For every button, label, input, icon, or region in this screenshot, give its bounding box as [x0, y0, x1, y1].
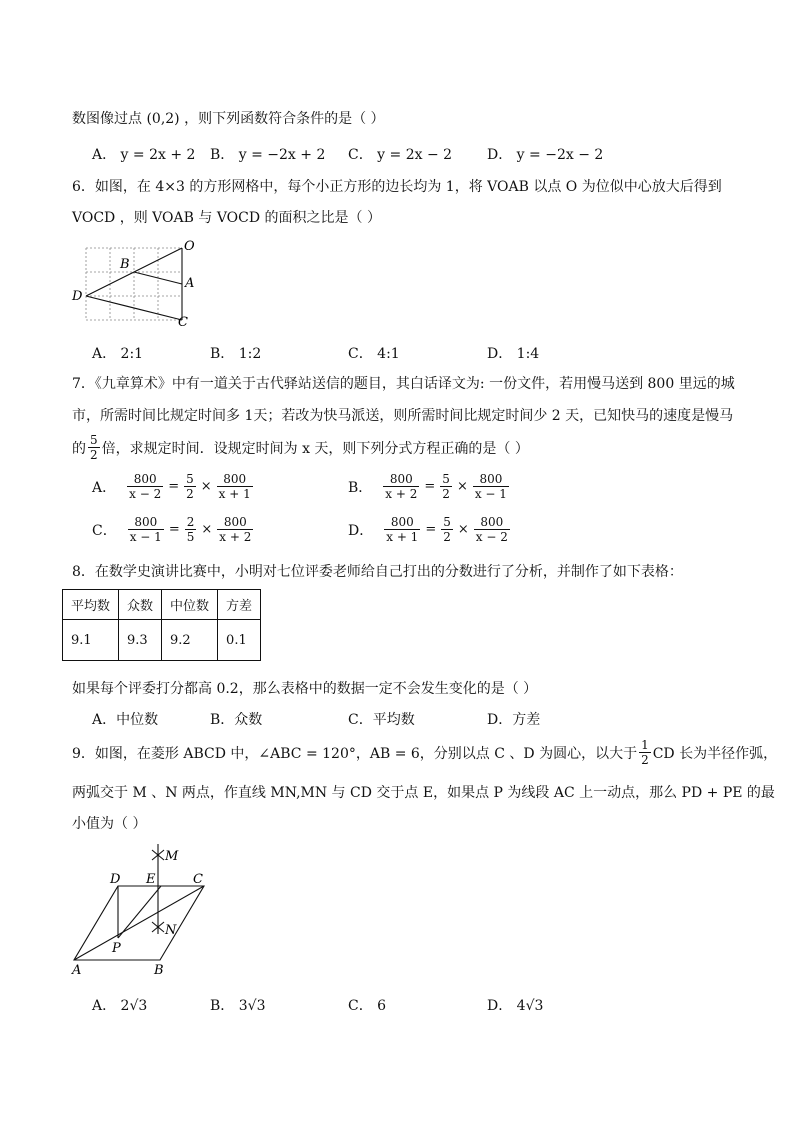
q6-stem-line1: 6．如图，在 4×3 的方形网格中，每个小正方形的边长均为 1，将 VOAB 以点 O 为位似中心放大后得到	[72, 179, 722, 195]
q9-figure-lines	[74, 844, 204, 960]
q7-stem-line1: 7．《九章算术》中有一道关于古代驿站送信的题目，其白话译文为: 一份文件，若用慢马送到 800 里远的城	[72, 376, 735, 392]
q7-option-b-label: B．	[348, 479, 373, 496]
q8-stem: 8．在数学史演讲比赛中，小明对七位评委老师给自己打出的分数进行了分析，并制作了如下表格：	[72, 564, 683, 580]
q7-line3-frac-num: 5	[90, 433, 98, 447]
q7-b-left-frac: $\frac{800}{x + 2}$	[385, 472, 418, 501]
q9-line1-fraction	[639, 738, 651, 767]
q6-label-o: O	[184, 239, 195, 254]
q8-header-mode: 众数	[119, 590, 162, 620]
q7-option-a[interactable]	[92, 472, 255, 501]
q6-option-a[interactable]: A． 2:1	[92, 346, 144, 362]
q5-option-c[interactable]: C． y = 2x − 2	[348, 147, 453, 163]
q6-label-b: B	[120, 257, 130, 272]
q7-d-times: ×	[457, 522, 469, 537]
q7-line3-suffix: 倍，求规定时间．设规定时间为 x 天，则下列分式方程正确的是（ ）	[101, 440, 529, 457]
q9-option-d[interactable]: D． 4√3	[487, 998, 544, 1014]
q7-c-right-frac: $\frac{800}{x + 2}$	[219, 515, 252, 544]
q7-d-equals: =	[425, 522, 437, 537]
q7-b-equals: =	[424, 479, 436, 494]
q5-option-d[interactable]: D． y = −2x − 2	[487, 147, 604, 163]
q6-option-b[interactable]: B． 1:2	[210, 346, 262, 362]
q5-stem: 数图像过点 (0,2) ，则下列函数符合条件的是（ ）	[72, 111, 385, 127]
q7-option-b[interactable]	[348, 472, 511, 501]
q7-b-right-frac: $\frac{800}{x - 1}$	[474, 472, 507, 501]
q8-value-variance: 0.1	[218, 620, 261, 661]
q7-d-left-frac: $\frac{800}{x + 1}$	[386, 515, 419, 544]
q9-line1-a: 9．如图，在菱形 ABCD 中，∠ABC = 120°，AB = 6，分别以点 C 、D 为圆心，以大于	[72, 745, 638, 762]
q9-stem-line2: 两弧交于 M 、N 两点，作直线 MN,MN 与 CD 交于点 E，如果点 P 为线段 AC 上一动点，那么 PD + PE 的最	[72, 785, 775, 801]
q6-stem-line2: VOCD ，则 VOAB 与 VOCD 的面积之比是（ ）	[72, 210, 381, 226]
q9-label-a: A	[72, 963, 82, 978]
q9-label-m: M	[165, 849, 179, 864]
q8-table-values-row	[63, 620, 261, 661]
q7-option-d[interactable]	[348, 515, 512, 544]
q8-value-mean: 9.1	[63, 620, 119, 661]
q8-option-a[interactable]: A．中位数	[92, 712, 159, 728]
q7-option-c-label: C．	[92, 522, 117, 539]
q9-option-c[interactable]: C． 6	[348, 998, 387, 1014]
q7-stem-line2: 市，所需时间比规定时间多 1天；若改为快马派送，则所需时间比规定时间少 2 天，已知快马的速度是慢马	[72, 408, 734, 424]
q9-label-n: N	[165, 923, 177, 938]
q7-line3-fraction	[88, 433, 100, 462]
q9-line1-b: CD 长为半径作弧，	[652, 745, 778, 762]
q9-line1-frac-den: 2	[641, 753, 649, 767]
q8-stats-table	[62, 589, 261, 661]
q6-label-c: C	[178, 315, 188, 328]
q9-label-e: E	[146, 872, 156, 887]
q6-grid-figure	[66, 238, 202, 328]
q7-c-times: ×	[201, 522, 213, 537]
q7-d-coef-frac: $\frac{5}{2}$	[443, 515, 451, 544]
q6-label-d: D	[72, 289, 83, 304]
q9-label-c: C	[193, 872, 203, 887]
q7-d-right-frac: $\frac{800}{x - 2}$	[475, 515, 508, 544]
q7-a-coef-frac: $\frac{5}{2}$	[186, 472, 194, 501]
q8-option-d[interactable]: D．方差	[487, 712, 541, 728]
q9-rhombus-figure	[62, 838, 222, 978]
q7-a-right-frac: $\frac{800}{x + 1}$	[218, 472, 251, 501]
q8-header-mean: 平均数	[63, 590, 119, 620]
q7-line3-prefix: 的	[72, 440, 86, 457]
q7-option-a-label: A．	[92, 479, 117, 496]
q8-header-variance: 方差	[218, 590, 261, 620]
q8-value-mode: 9.3	[119, 620, 162, 661]
q7-a-times: ×	[200, 479, 212, 494]
q9-stem-line1	[72, 738, 777, 767]
q5-option-a[interactable]: A． y = 2x + 2	[92, 147, 196, 163]
q9-option-a[interactable]: A． 2√3	[92, 998, 148, 1014]
q6-grid	[86, 248, 182, 320]
q8-value-median: 9.2	[162, 620, 218, 661]
q7-a-left-frac: $\frac{800}{x - 2}$	[129, 472, 162, 501]
q9-option-b[interactable]: B． 3√3	[210, 998, 266, 1014]
q9-label-d: D	[110, 872, 121, 887]
q7-b-coef-frac: $\frac{5}{2}$	[442, 472, 450, 501]
q7-line3-frac-den: 2	[90, 448, 98, 462]
q7-a-equals: =	[168, 479, 180, 494]
q8-option-b[interactable]: B．众数	[210, 712, 263, 728]
q8-question: 如果每个评委打分都高 0.2，那么表格中的数据一定不会发生变化的是（ ）	[72, 681, 538, 697]
q9-label-p: P	[112, 941, 121, 956]
q8-header-median: 中位数	[162, 590, 218, 620]
q7-option-c[interactable]	[92, 515, 255, 544]
q7-c-coef-frac: $\frac{2}{5}$	[186, 515, 195, 544]
q9-label-b: B	[154, 963, 164, 978]
q8-table-header-row	[63, 590, 261, 620]
q6-option-c[interactable]: C． 4:1	[348, 346, 400, 362]
q7-c-equals: =	[168, 522, 180, 537]
q6-option-d[interactable]: D． 1:4	[487, 346, 540, 362]
q7-stem-line3	[72, 433, 529, 462]
q9-line1-frac-num: 1	[641, 738, 649, 752]
q7-b-times: ×	[456, 479, 468, 494]
q6-label-a: A	[185, 276, 195, 291]
q5-option-b[interactable]: B． y = −2x + 2	[210, 147, 326, 163]
q7-c-left-frac: $\frac{800}{x - 1}$	[129, 515, 162, 544]
q9-stem-line3: 小值为（ ）	[72, 816, 147, 832]
q8-option-c[interactable]: C．平均数	[348, 712, 415, 728]
q7-option-d-label: D．	[348, 522, 374, 539]
